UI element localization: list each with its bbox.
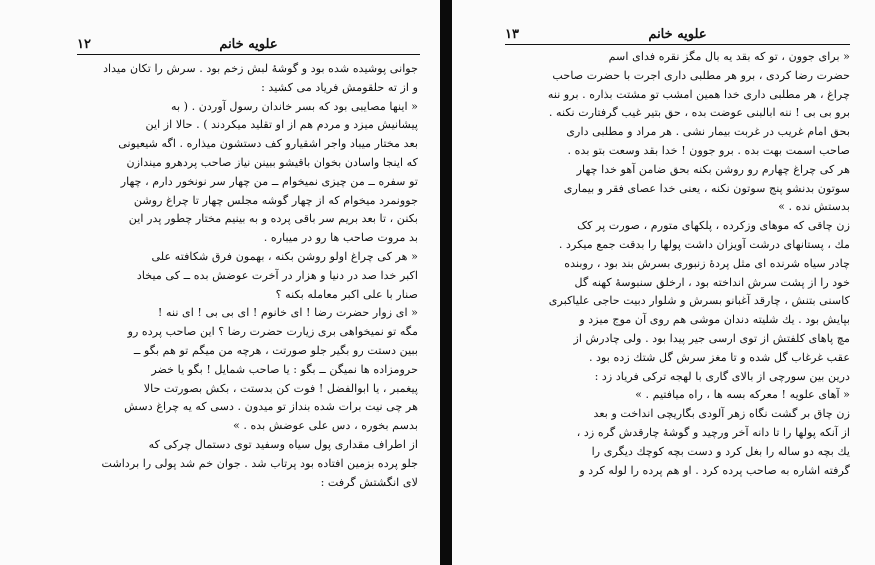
left-page-body: [80, 60, 418, 492]
text-line: « ای زوار حضرت رضا ! ای خانوم ! ای بی بی ! ای ننه !: [157, 306, 418, 320]
text-line: و از ته حلقومش فریاد می کشید :: [261, 80, 418, 94]
text-line: هر کی چراغ چهارم رو روشن بکنه بحق ضامن آهو خدا چهار: [576, 162, 850, 176]
text-line: بدسم بخوره ، دس علی عوضش بده . »: [232, 419, 418, 433]
text-line: ببین دستت رو بگیر جلو صورتت ، هرچه من میگم تو هم بگو ــ: [133, 343, 418, 357]
right-running-title: علویه خانم: [648, 26, 707, 42]
text-line: هر چی نیت برات شده بنداز تو میدون . دسی که یه چراغ دسش: [124, 400, 418, 414]
right-page-header: [505, 24, 850, 45]
text-line: از اطراف مقداری پول سیاه وسفید توی دستمال چرکی که: [148, 437, 418, 451]
text-line: اکبر خدا صد در دنیا و هزار در آخرت عوضش بده ــ کی میخاد: [136, 268, 418, 282]
text-line: عقب غرغاب گل شده و تا مغز سرش گل شتك زده بود .: [588, 350, 850, 364]
text-line: لای انگشتش گرفت :: [320, 475, 418, 489]
text-line: چادر سیاه شرنده ای مثل پردهٔ زنبوری بسرش بند بود ، روبنده: [564, 256, 850, 270]
text-line: زن چاق بر گشت نگاه زهر آلودی بگاریچی انداخت و بعد: [593, 407, 850, 421]
text-line: یك بچه دو ساله را بغل کرد و دست بچه کوچك دیگری را: [591, 444, 850, 458]
text-line: از آنکه پولها را تا دانه آخر ورچید و گوشهٔ چارقدش گره زد ،: [576, 425, 850, 439]
text-line: کاسنی بتنش ، چارقد آغبانو بسرش و شلوار دبیت حاجی علیاکبری: [548, 294, 850, 308]
text-line: مك ، پستانهای درشت آویزان داشت پولها را بدقت جمع میکرد .: [558, 237, 850, 251]
text-line: زن چاقی که موهای وزکرده ، پلکهای متورم ، صورت پر کک: [577, 219, 850, 233]
book-gutter: [440, 0, 452, 565]
text-line: که اینجا واسادن بخوان باقیشو ببینن نیاز صاحب پردهرو میندازن: [126, 155, 418, 169]
text-line: بدستش نده . »: [778, 200, 850, 214]
text-line: بحق امام غریب در غربت بیمار نشی . هر مراد و مطلبی داری: [566, 125, 850, 139]
text-line: بد مروت صاحب ها رو در میباره .: [263, 231, 418, 245]
text-line: « اینها مصایبی بود که بسر خاندان رسول آوردن . ( به: [171, 99, 418, 113]
text-line: جوانی پوشیده شده بود و گوشهٔ لبش زخم بود . سرش را تکان میداد: [103, 62, 418, 75]
text-line: گرفته اشاره به صاحب پرده کرد . او هم پرده را لوله کرد و: [579, 463, 850, 477]
text-line: بپایش بود . یك شلیته دندان موشی هم روی آن موج میزد و: [579, 313, 850, 327]
text-line: خود را از پشت سرش انداخته بود ، ارخلق سنبوسهٔ کهنه گل: [574, 275, 850, 289]
text-line: مچ پاهای کلفتش از توی ارسی جیر پیدا بود . ولی چادرش از: [573, 331, 850, 345]
text-line: مگه تو نمیخواهی بری زیارت حضرت رضا ؟ این صاحب پرده رو: [127, 325, 418, 339]
text-line: جلو پرده بزمین افتاده بود پرتاب شد . جوان خم شد پولی را برداشت: [101, 456, 418, 470]
text-line: پیغمبر ، یا ابوالفضل ! فوت کن بدستت ، بکش بصورتت حالا: [143, 381, 418, 395]
left-running-title: علویه خانم: [219, 36, 278, 52]
right-page-body: [510, 48, 850, 480]
right-page-number: ١٣: [505, 26, 519, 42]
text-line: چراغ ، هر مطلبی داری خدا همین امشب تو مشتت بذاره . برو ننه: [547, 87, 850, 101]
text-line: برو بی بی ! ننه ابالبنی عوضت بده ، حق بتیر غیب گرفتارت نکنه .: [548, 106, 850, 120]
text-line: « هر کی چراغ اولو روشن بکنه ، بهمون فرق شکافته علی: [151, 249, 418, 263]
text-line: سوتون بدنشو پنج سوتون نکنه ، یعنی خدا عصای فقر و بیماری: [563, 181, 850, 195]
text-line: پیشانیش میزد و مردم هم از او تقلید میکردند ) . حالا از این: [145, 118, 418, 132]
text-line: جوونمرد میخوام که از چهار گوشه مجلس چهار تا چراغ روشن: [133, 193, 418, 207]
text-line: بعد مختار میباد واجر اشقیارو کف دستشون میذاره . اگه شیعیونی: [118, 137, 418, 151]
text-line: صاحب اسمت بهت بده . برو جوون ! خدا بقد وسعت بتو بده .: [567, 143, 850, 157]
right-page: [452, 0, 875, 565]
text-line: « برای جوون ، تو که بقد یه بال مگز نقره فدای اسم: [608, 50, 850, 63]
text-line: تو سفره ــ من چیزی نمیخوام ــ من چهار سر نونخور دارم ، چهار: [120, 174, 418, 188]
text-line: حرومزاده ها نمیگن ــ بگو : یا صاحب شمایل ! بگو یا خضر: [151, 362, 418, 376]
text-line: صنار با علی اکبر معامله بکنه ؟: [275, 287, 418, 301]
left-page-header: [77, 34, 420, 55]
text-line: « آهای علویه ! معرکه بسه ها ، راه میافتیم . »: [635, 388, 850, 402]
text-line: بکنن ، تا بعد بریم سر باقی پرده و به بینیم مختار چطور پدر این: [128, 212, 418, 226]
text-line: حضرت رضا کردی ، برو هر مطلبی داری اجرت با حضرت صاحب: [552, 68, 850, 82]
left-page-number: ١٢: [77, 36, 91, 52]
text-line: درین بین سورچی از بالای گاری با لهجه ترکی فریاد زد :: [594, 369, 850, 383]
